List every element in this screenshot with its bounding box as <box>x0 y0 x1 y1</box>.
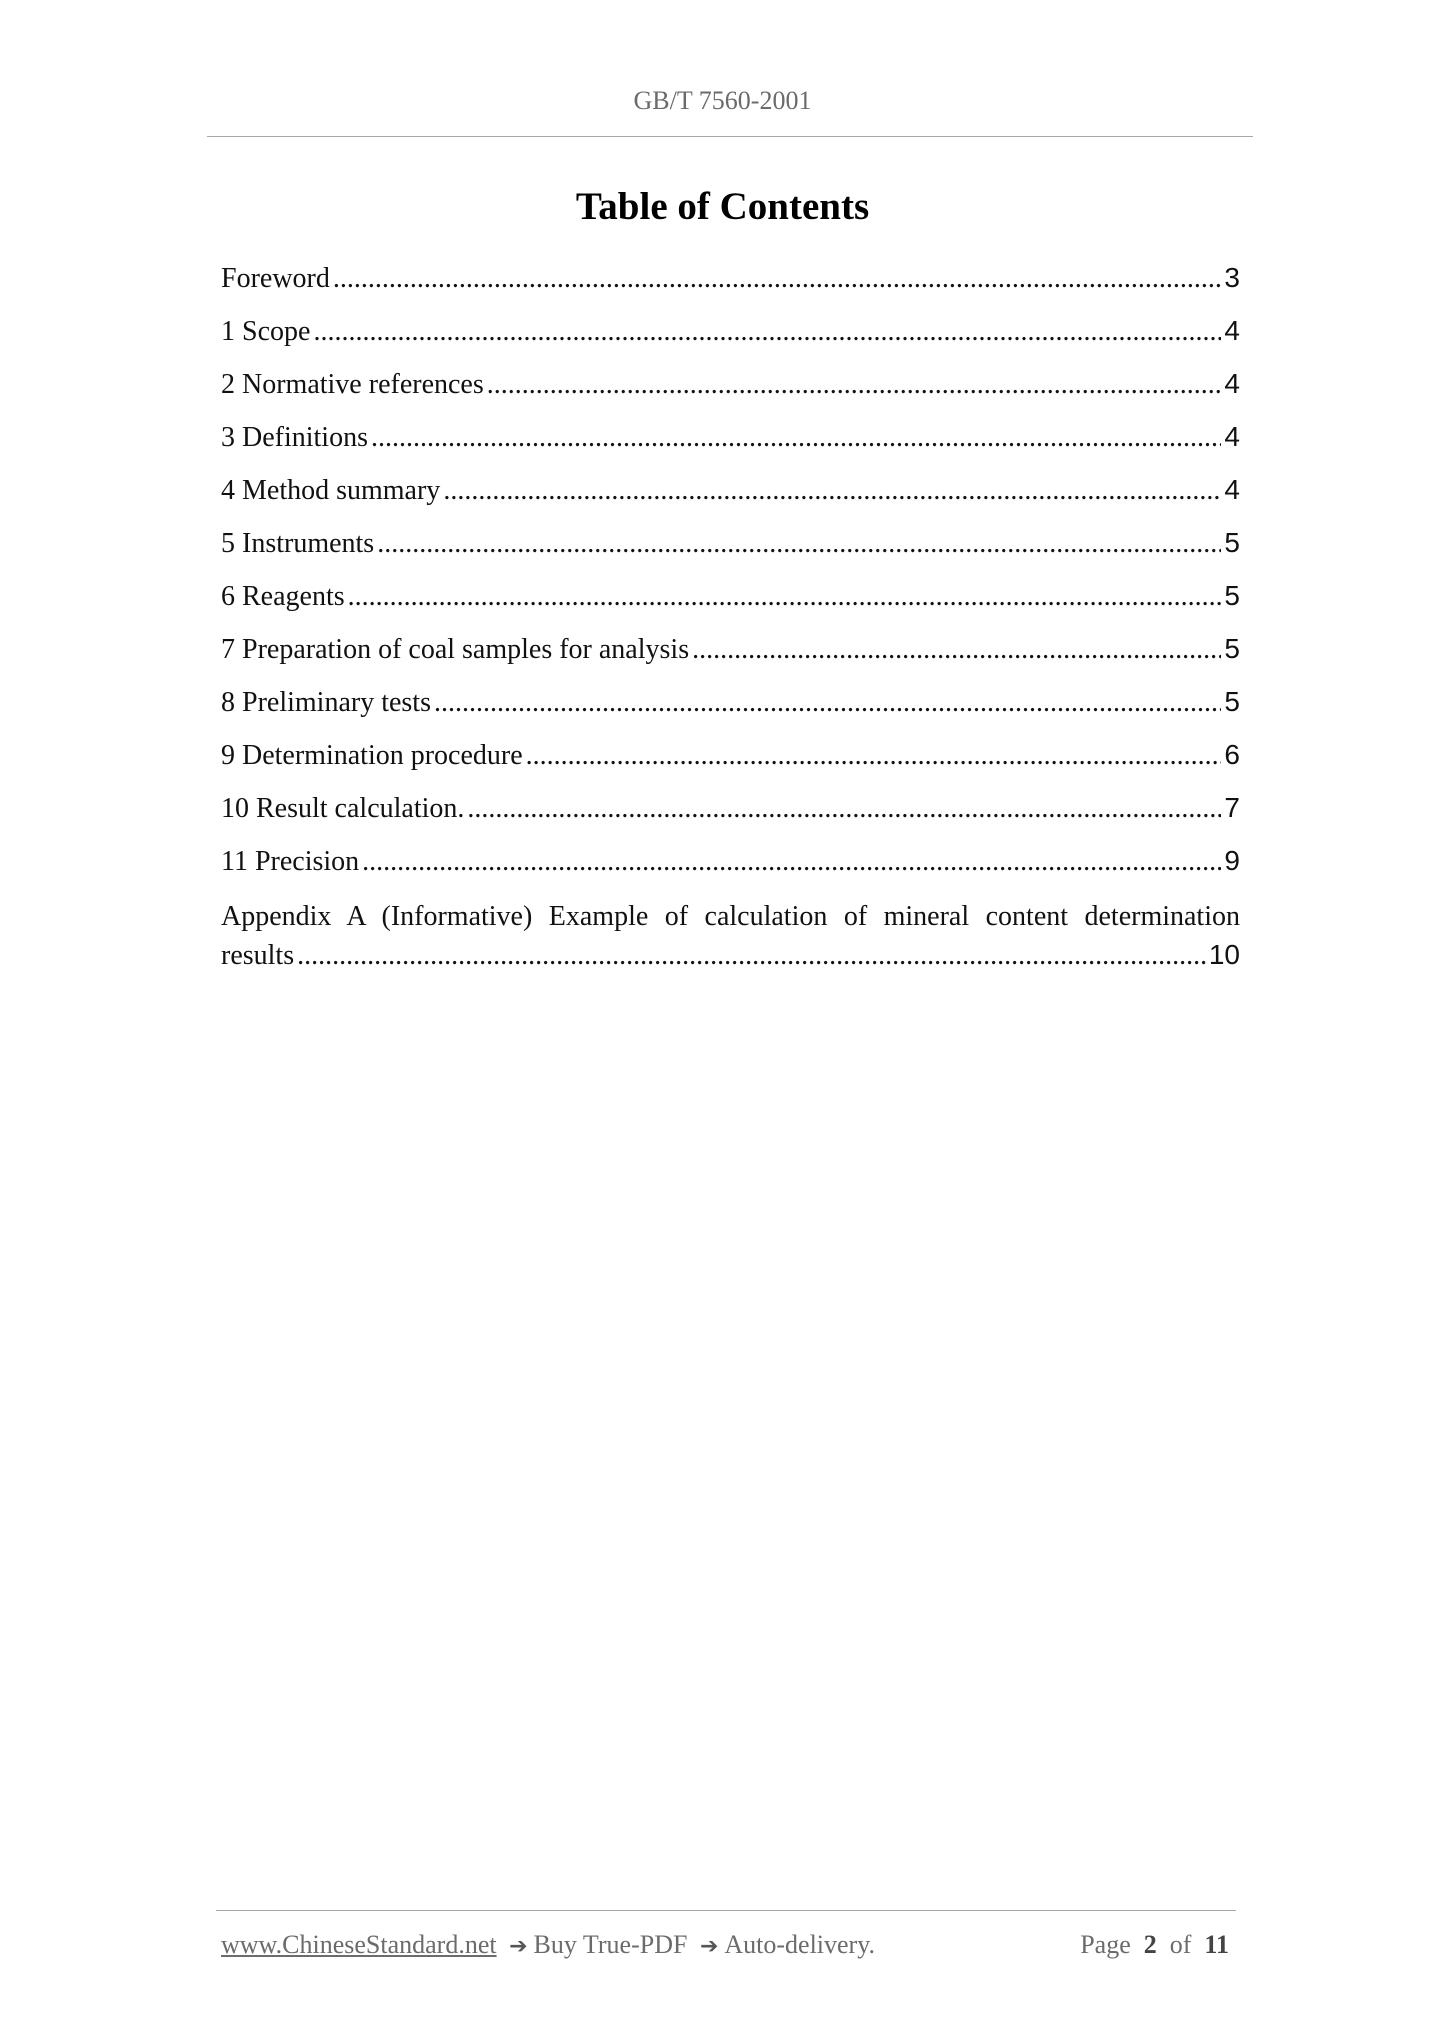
toc-leader-dots <box>487 369 1222 401</box>
toc-entry-page: 4 <box>1224 474 1240 505</box>
toc-entry-page: 6 <box>1224 739 1240 770</box>
toc-entry-label: 4 Method summary <box>221 475 441 506</box>
toc-entry-result-calculation[interactable] <box>221 792 1240 845</box>
toc-entry-label: 5 Instruments <box>221 528 375 559</box>
toc-leader-dots <box>362 846 1221 878</box>
page-of-label: of <box>1169 1930 1192 1959</box>
toc-entry-page: 4 <box>1224 368 1240 399</box>
toc-entry-label: 9 Determination procedure <box>221 740 523 771</box>
toc-leader-dots <box>434 687 1221 719</box>
header-divider <box>207 136 1253 137</box>
toc-entry-label: 2 Normative references <box>221 369 484 400</box>
toc-entry-page: 5 <box>1224 527 1240 558</box>
toc-leader-dots <box>443 475 1221 507</box>
page-label: Page <box>1080 1930 1131 1959</box>
toc-leader-dots <box>297 937 1206 975</box>
toc-entry-preparation-of-coal-samples[interactable] <box>221 633 1240 686</box>
page-total: 11 <box>1204 1930 1229 1959</box>
toc-entry-reagents[interactable] <box>221 580 1240 633</box>
toc-list <box>221 262 1240 975</box>
toc-entry-label: Foreword <box>221 263 330 294</box>
toc-entry-page: 5 <box>1224 686 1240 717</box>
toc-heading: Table of Contents <box>575 185 870 228</box>
toc-entry-label: 10 Result calculation. <box>221 793 465 824</box>
toc-entry-appendix-a[interactable] <box>221 898 1240 975</box>
document-code-header: GB/T 7560-2001 <box>633 86 812 115</box>
toc-entry-page: 4 <box>1224 315 1240 346</box>
toc-appendix-title: Appendix A (Informative) Example of calculation of mineral content determination <box>221 901 1240 932</box>
toc-leader-dots <box>692 634 1221 666</box>
toc-entry-label: results <box>221 940 295 971</box>
toc-entry-precision[interactable] <box>221 845 1240 898</box>
toc-leader-dots <box>313 316 1221 348</box>
toc-leader-dots <box>348 581 1222 613</box>
toc-entry-scope[interactable] <box>221 315 1240 368</box>
toc-entry-normative-references[interactable] <box>221 368 1240 421</box>
toc-entry-foreword[interactable] <box>221 262 1240 315</box>
toc-leader-dots <box>377 528 1221 560</box>
toc-entry-preliminary-tests[interactable] <box>221 686 1240 739</box>
toc-entry-instruments[interactable] <box>221 527 1240 580</box>
toc-leader-dots <box>333 263 1222 295</box>
footer-divider <box>216 1910 1236 1911</box>
toc-leader-dots <box>526 740 1222 772</box>
auto-delivery-text: Auto-delivery. <box>724 1930 876 1959</box>
website-link[interactable]: www.ChineseStandard.net <box>221 1930 497 1959</box>
toc-entry-label: 3 Definitions <box>221 422 368 453</box>
toc-entry-label: 11 Precision <box>221 846 360 877</box>
toc-entry-label: 7 Preparation of coal samples for analysis <box>221 634 690 665</box>
toc-entry-page: 9 <box>1224 845 1240 876</box>
toc-entry-label: 8 Preliminary tests <box>221 687 431 718</box>
toc-entry-determination-procedure[interactable] <box>221 739 1240 792</box>
toc-entry-label: 6 Reagents <box>221 581 345 612</box>
toc-entry-page: 7 <box>1224 792 1240 823</box>
page-current: 2 <box>1143 1930 1157 1959</box>
toc-leader-dots <box>467 793 1221 825</box>
toc-entry-label: 1 Scope <box>221 316 311 347</box>
toc-entry-page: 4 <box>1224 421 1240 452</box>
footer-promo <box>221 1930 875 1960</box>
toc-entry-page: 5 <box>1224 633 1240 664</box>
toc-entry-page: 3 <box>1224 262 1240 293</box>
toc-entry-page: 5 <box>1224 580 1240 611</box>
buy-true-pdf-text: Buy True-PDF <box>533 1930 688 1959</box>
toc-leader-dots <box>371 422 1221 454</box>
page-indicator <box>1080 1930 1229 1960</box>
toc-entry-definitions[interactable] <box>221 421 1240 474</box>
toc-appendix-continuation <box>221 936 1240 975</box>
toc-entry-method-summary[interactable] <box>221 474 1240 527</box>
right-arrow-icon: ➔ <box>509 1934 528 1959</box>
right-arrow-icon: ➔ <box>699 1934 719 1959</box>
toc-entry-page: 10 <box>1208 939 1240 970</box>
